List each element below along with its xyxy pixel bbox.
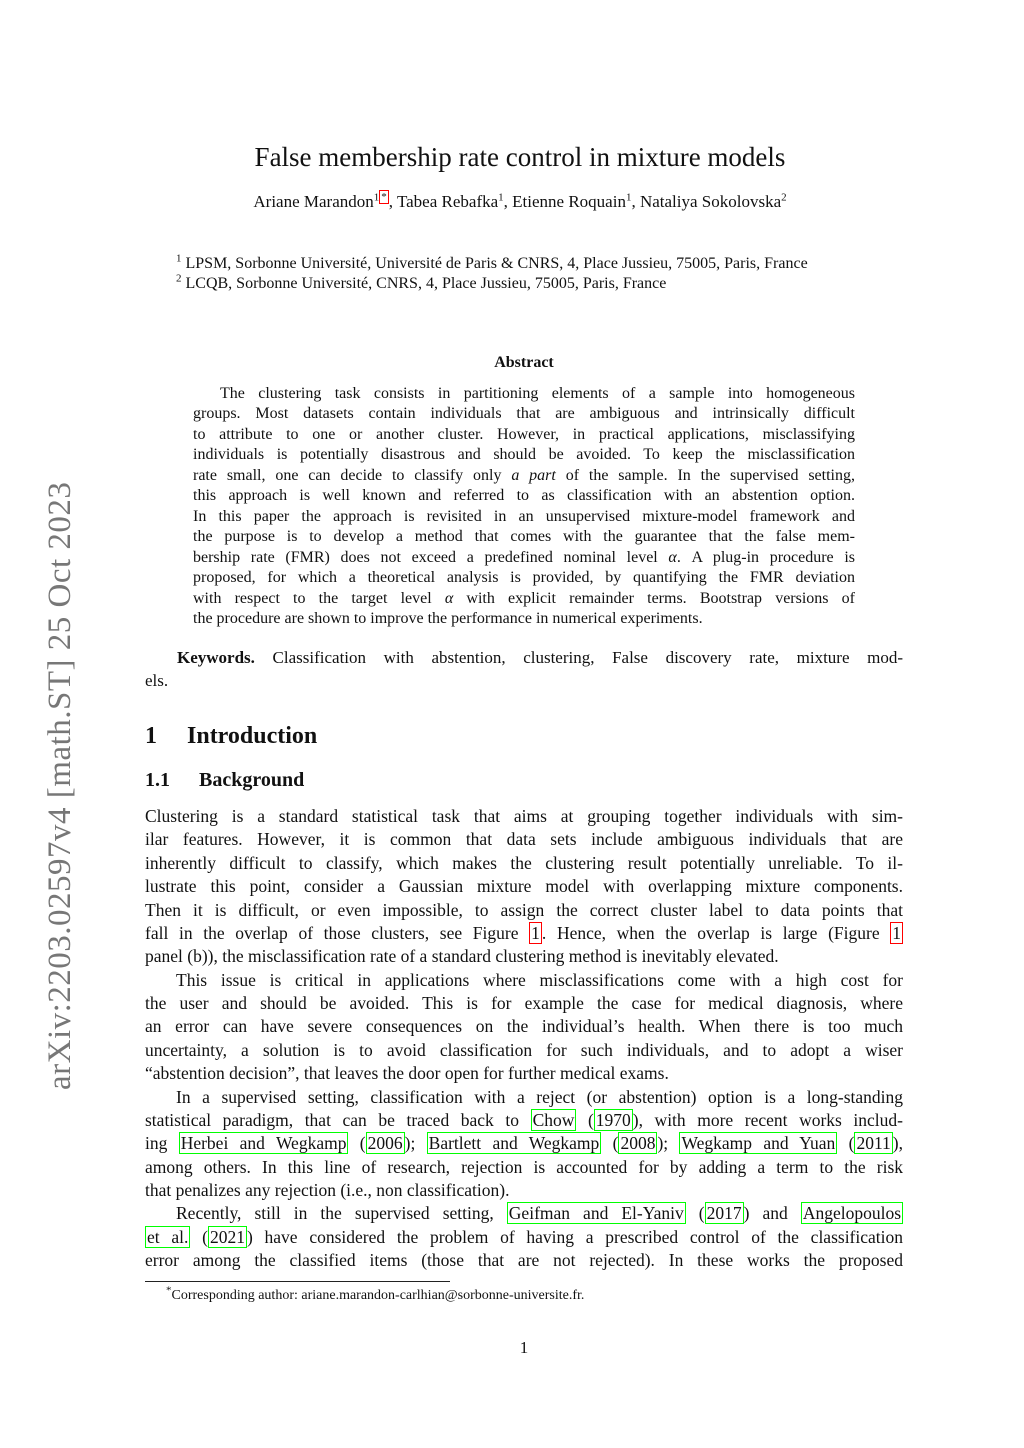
- citation-link[interactable]: Wegkamp and Yuan: [681, 1133, 836, 1153]
- body-line: panel (b)), the misclassification rate of a standard clustering method is inevitably elevated.: [145, 946, 779, 966]
- affiliation-2: $^2$ LCQB, Sorbonne Université, CNRS, 4, Place Jussieu, 75005, Paris, France: [176, 272, 667, 292]
- subsection-heading: 1.1 Background: [145, 769, 305, 791]
- abstract-line: bership rate (FMR) does not exceed a predefined nominal level α. A plug-in procedure is: [193, 549, 855, 566]
- footnote-rule: [145, 1281, 450, 1282]
- body-line: In a supervised setting, classification with a reject (or abstention) option is a long-standing: [176, 1087, 903, 1107]
- affiliation-mark: 1: [498, 191, 504, 204]
- body-line: uncertainty, a solution is to avoid classification for such individuals, and to adopt a wiser: [145, 1040, 903, 1060]
- keywords: Keywords. Classification with abstention, clustering, False discovery rate, mixture mod-: [177, 648, 903, 667]
- citation-year-link[interactable]: 1970: [595, 1110, 631, 1130]
- figure-link[interactable]: 1: [531, 923, 540, 943]
- citation-year-link[interactable]: 2011: [856, 1133, 891, 1153]
- citation-link[interactable]: Herbei and Wegkamp: [180, 1133, 347, 1153]
- citation-year-link[interactable]: 2021: [209, 1227, 245, 1247]
- abstract-line: individuals is potentially disastrous and should be avoided. To keep the misclassification: [193, 446, 855, 463]
- abstract-line: rate small, one can decide to classify only a part of the sample. In the supervised setting,: [193, 467, 855, 484]
- body-line: among others. In this line of research, rejection is accounted for by adding a term to the risk: [145, 1157, 903, 1177]
- citation-year-link[interactable]: 2017: [706, 1203, 742, 1223]
- abstract-line: the purpose is to develop a method that comes with the guarantee that the false mem-: [193, 528, 855, 545]
- paper-title: False membership rate control in mixture models: [254, 142, 786, 172]
- body-line: Then it is difficult, or even impossible, to assign the correct cluster label to data points that: [145, 900, 903, 920]
- author-list: [0, 192, 1024, 212]
- section-heading: 1 Introduction: [145, 723, 318, 749]
- citation-link[interactable]: et al.: [147, 1227, 189, 1247]
- abstract-line: The clustering task consists in partitioning elements of a sample into homogeneous: [220, 385, 855, 402]
- body-line: Recently, still in the supervised setting, Geifman and El-Yaniv ( 2017 ) and Angelopoulos: [176, 1203, 902, 1223]
- citation-link[interactable]: Geifman and El-Yaniv: [508, 1203, 684, 1223]
- body-line: Clustering is a standard statistical task that aims at grouping together individuals with sim-: [145, 806, 903, 826]
- affiliation-mark: 1: [373, 191, 380, 204]
- body-line: ilar features. However, it is common that data sets include ambiguous individuals that are: [145, 829, 903, 849]
- author-name: Ariane Marandon: [253, 192, 374, 211]
- body-line: This issue is critical in applications where misclassifications come with a high cost for: [176, 970, 903, 990]
- page-number: 1: [519, 1338, 529, 1357]
- body-line: that penalizes any rejection (i.e., non classification).: [145, 1180, 510, 1200]
- abstract-heading: Abstract: [494, 354, 554, 371]
- citation-link[interactable]: Chow: [532, 1110, 575, 1130]
- author-name: , Nataliya Sokolovska: [631, 192, 782, 211]
- body-line: the user and should be avoided. This is for example the case for medical diagnosis, where: [145, 993, 903, 1013]
- abstract-line: to attribute to one or another cluster. However, in practical applications, misclassifying: [193, 426, 855, 443]
- abstract-line: this approach is well known and referred to as classification with an abstention option.: [193, 487, 855, 504]
- affiliation-mark: 2: [781, 191, 787, 204]
- body-line: an error can have severe consequences on the individual’s health. When there is too much: [145, 1016, 903, 1036]
- body-line: et al. ( 2021 ) have considered the problem of having a prescribed control of the classification: [147, 1227, 903, 1247]
- author-name: , Tabea Rebafka: [388, 192, 499, 211]
- body-line: fall in the overlap of those clusters, see Figure 1 . Hence, when the overlap is large (Figure 1: [145, 923, 902, 943]
- abstract-line: with respect to the target level α with explicit remainder terms. Bootstrap versions of: [193, 590, 856, 607]
- abstract-line: the procedure are shown to improve the performance in numerical experiments.: [193, 610, 703, 627]
- body-line: “abstention decision”, that leaves the door open for further medical exams.: [145, 1063, 669, 1083]
- keywords-continued: els.: [145, 671, 169, 690]
- citation-link[interactable]: Angelopoulos: [802, 1203, 902, 1223]
- affiliation-mark: 1: [625, 191, 632, 204]
- citation-link[interactable]: Bartlett and Wegkamp: [428, 1133, 600, 1153]
- abstract-line: proposed, for which a theoretical analysis is provided, by quantifying the FMR deviation: [193, 569, 855, 586]
- body-line: statistical paradigm, that can be traced back to Chow ( 1970 ), with more recent works includ-: [145, 1110, 903, 1130]
- citation-year-link[interactable]: 2006: [367, 1133, 403, 1153]
- body-line: error among the classified items (those that are not rejected). In these works the proposed: [145, 1250, 903, 1270]
- body-line: lustrate this point, consider a Gaussian mixture model with overlapping mixture components.: [145, 876, 903, 896]
- footnote-link[interactable]: *: [381, 191, 387, 204]
- abstract-line: In this paper the approach is revisited in an unsupervised mixture-model framework and: [193, 508, 855, 525]
- body-line: ing Herbei and Wegkamp ( 2006 ); Bartlett and Wegkamp ( 2008 ); Wegkamp and Yuan ( 2011 ),: [145, 1133, 903, 1153]
- arxiv-sidebar-stamp: arXiv:2203.02597v4 [math.ST] 25 Oct 2023: [42, 481, 78, 1090]
- body-line: inherently difficult to classify, which makes the clustering result potentially unreliable. To il-: [145, 853, 903, 873]
- affiliation-1: $^1$ LPSM, Sorbonne Université, Université de Paris & CNRS, 4, Place Jussieu, 75005, Paris, France: [176, 252, 808, 272]
- abstract-line: groups. Most datasets contain individuals that are ambiguous and intrinsically difficult: [193, 405, 855, 422]
- citation-year-link[interactable]: 2008: [620, 1133, 656, 1153]
- footnote: *Corresponding author: ariane.marandon-carlhian@sorbonne-universite.fr.: [166, 1284, 585, 1303]
- author-name: , Etienne Roquain: [503, 192, 626, 211]
- figure-link[interactable]: 1: [892, 923, 902, 943]
